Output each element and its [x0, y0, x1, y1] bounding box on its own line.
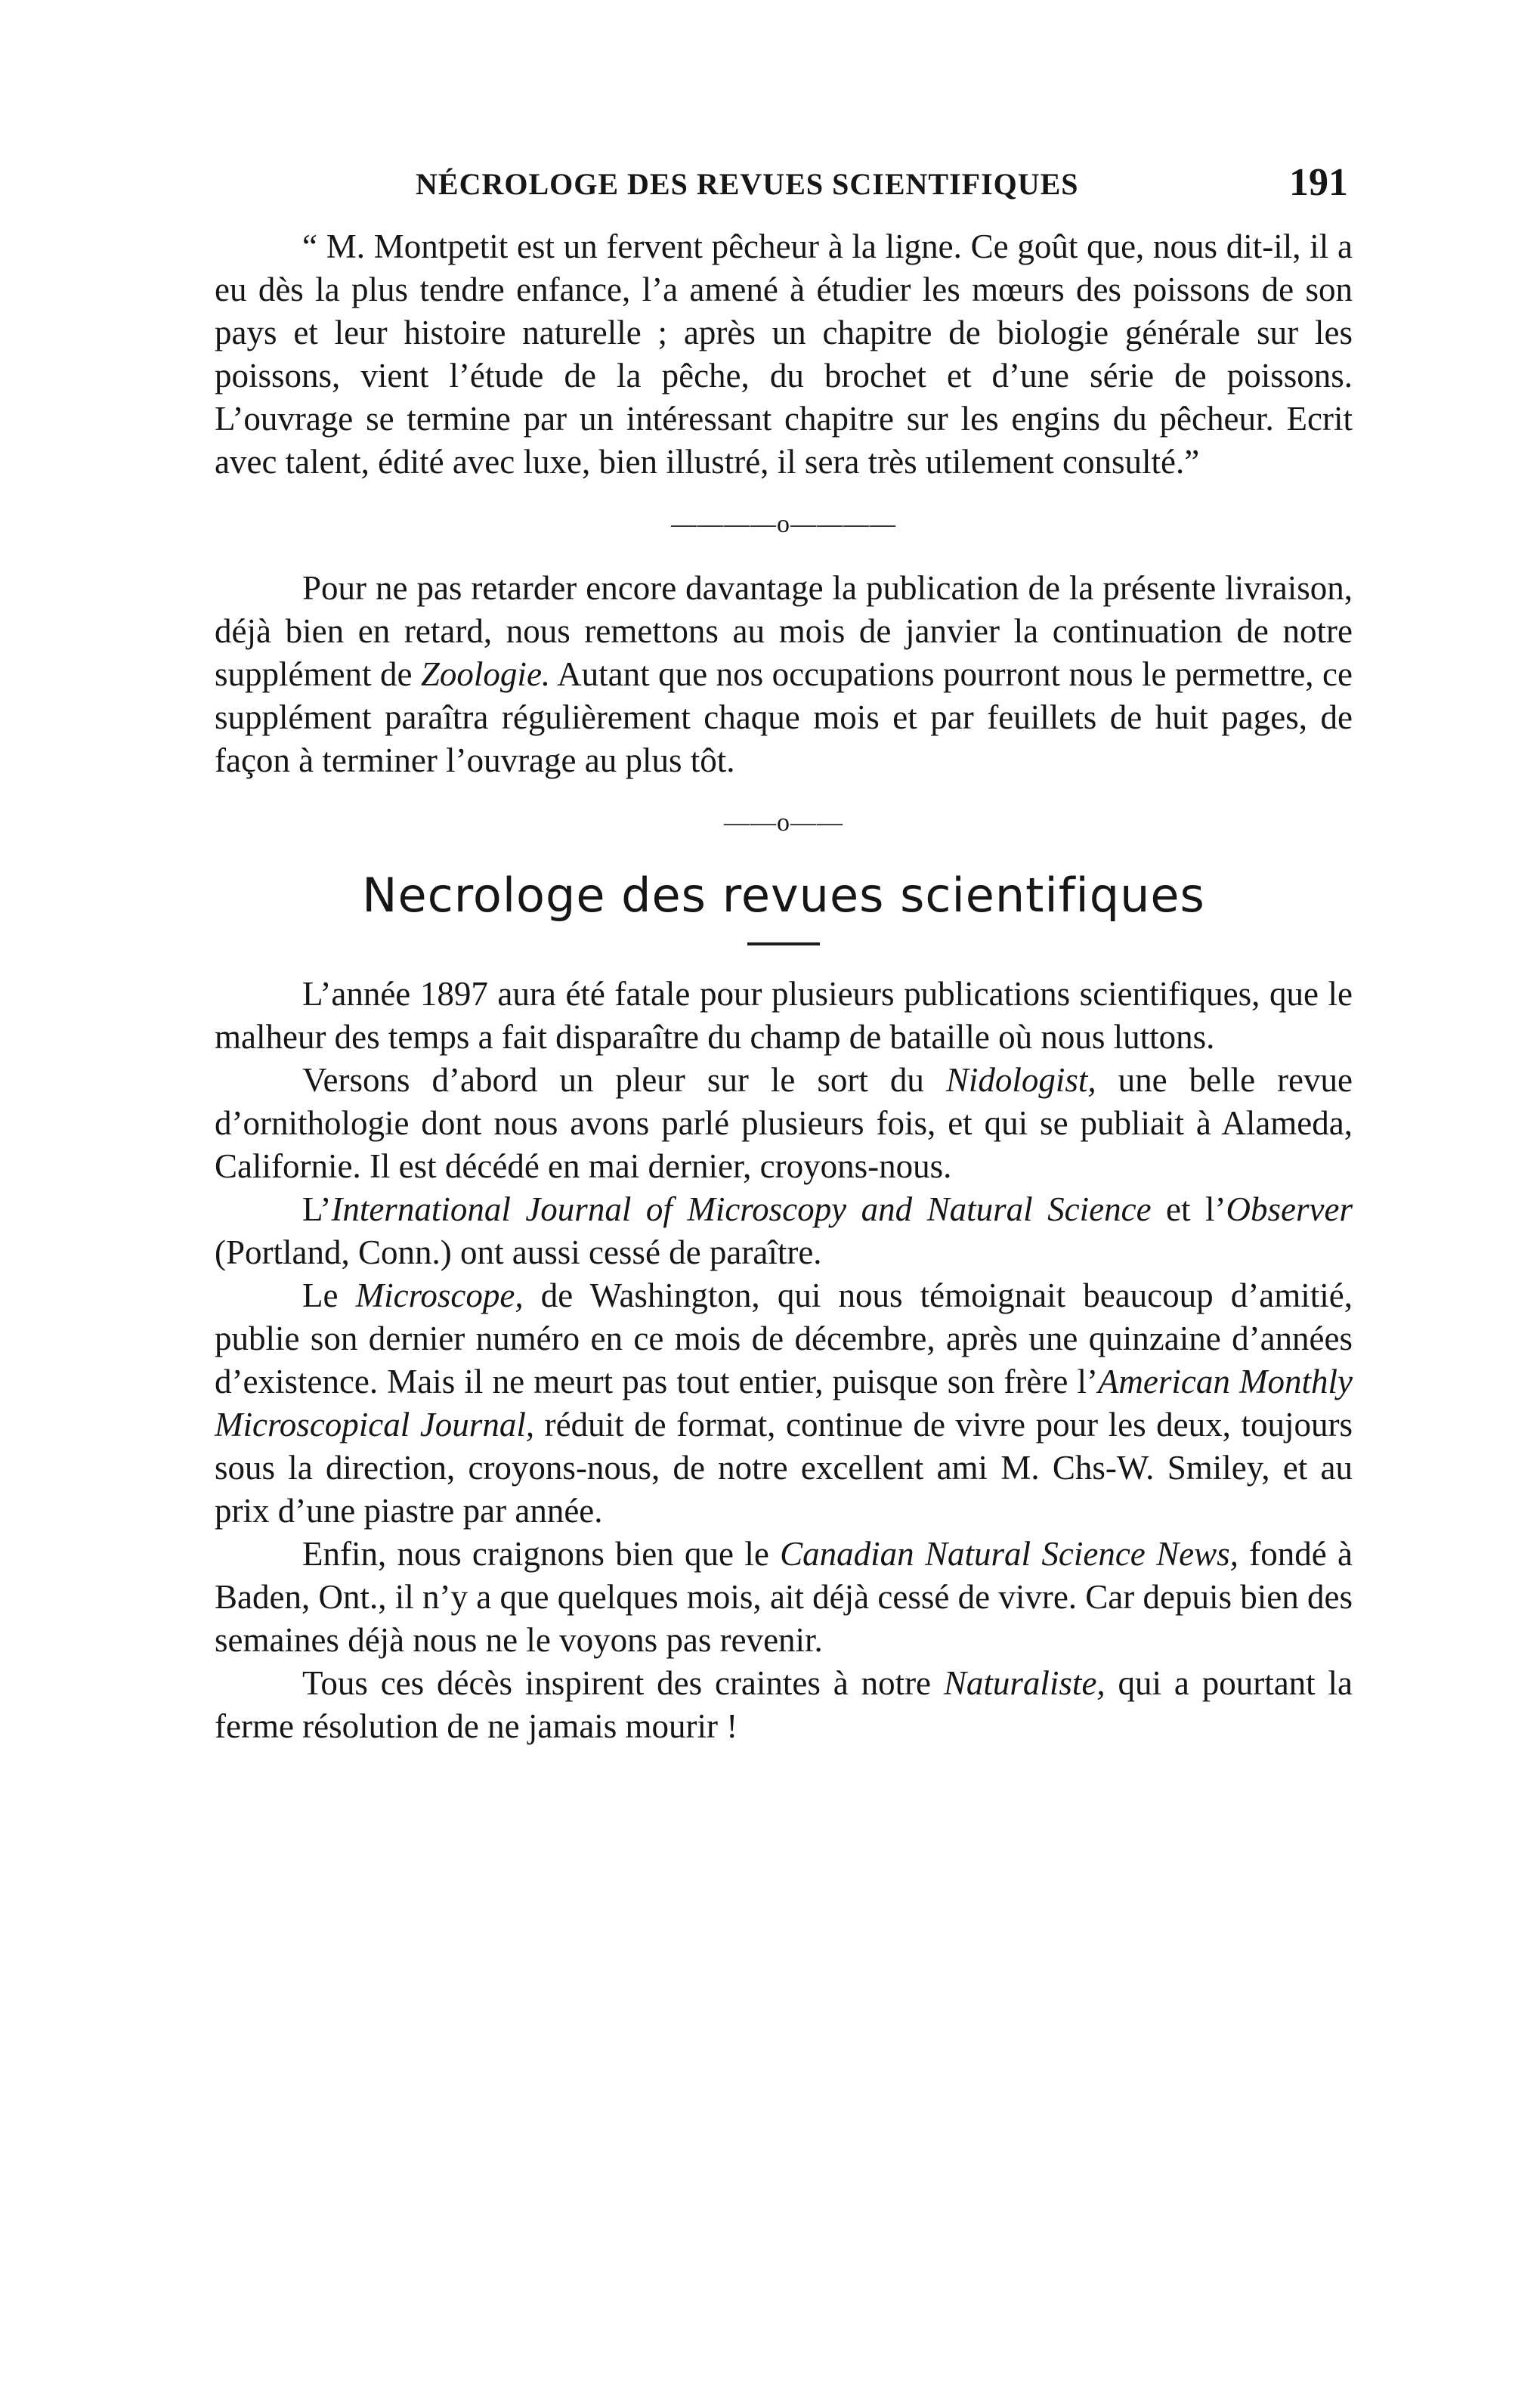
section-title: Necrologe des revues scientifiques: [362, 868, 1205, 923]
p4-italic-1: Microscope,: [355, 1276, 524, 1314]
p5-text-a: Enfin, nous craignons bien que le: [302, 1535, 781, 1573]
separator-1: ————o————: [671, 510, 896, 538]
p4-text-a: Le: [302, 1276, 356, 1314]
section-paragraph-3: [215, 1188, 1353, 1274]
section-paragraph-2: [215, 1059, 1353, 1188]
p6-text-b: qui a pourtant la ferme résolution de ne jamais mourir !: [215, 1664, 1353, 1745]
notice-paragraph: [215, 567, 1353, 782]
p5-italic-1: Canadian Natural Science News,: [780, 1535, 1238, 1573]
section-paragraph-1: L’année 1897 aura été fatale pour plusieurs publications scientifiques, que le malheur des temps a fait disparaître du champ de bataille où nous luttons.: [215, 975, 1353, 1056]
section-paragraph-5: [215, 1533, 1353, 1662]
p4-text-c: réduit de format, continue de vivre pour les deux, toujours sous la direction, croyons-nous, de notre excellent ami M. Chs-W. Smiley, et au prix d’une piastre par année.: [215, 1406, 1353, 1530]
page-number: 191: [1289, 161, 1348, 204]
p6-italic-1: Naturaliste,: [943, 1664, 1106, 1702]
p3-italic-1: International Journal of Microscopy and Natural Science: [331, 1190, 1152, 1228]
notice-text-end: Autant que nos occupations pourront nous le permettre, ce supplément paraîtra régulièrement chaque mois et par feuillets de huit pages, de façon à terminer l’ouvrage au plus tôt.: [215, 655, 1353, 779]
p3-text-b: et l’: [1151, 1190, 1226, 1228]
title-rule: [747, 942, 820, 945]
p5-text-b: fondé à Baden, Ont., il n’y a que quelques mois, ait déjà cessé de vivre. Car depuis bien des semaines déjà nous ne le voyons pas revenir.: [215, 1535, 1353, 1659]
p2-italic-1: Nidologist,: [945, 1061, 1096, 1099]
p4-italic-2: American Monthly Microscopical Journal,: [215, 1363, 1353, 1444]
p3-text-c: (Portland, Conn.) ont aussi cessé de paraître.: [215, 1233, 822, 1271]
p4-text-b: de Washington, qui nous témoignait beaucoup d’amitié, publie son dernier numéro en ce mois de décembre, après une quinzaine d’années d’existence. Mais il ne meurt pas tout entier, puisque son frère l’: [215, 1276, 1353, 1400]
separator-2: ——o——: [724, 809, 843, 837]
p6-text-a: Tous ces décès inspirent des craintes à notre: [302, 1664, 944, 1702]
p2-text-b: une belle revue d’ornithologie dont nous avons parlé plusieurs fois, et qui se publiait à Alameda, Californie. Il est décédé en mai dernier, croyons-nous.: [215, 1061, 1353, 1185]
section-paragraph-6: [215, 1662, 1353, 1748]
quote-paragraph: “ M. Montpetit est un fervent pêcheur à la ligne. Ce goût que, nous dit-il, il a eu dès la plus tendre enfance, l’a amené à étudier les mœurs des poissons de son pays et leur histoire naturelle ; après un chapitre de biologie générale sur les poissons, vient l’étude de la pêche, du brochet et d’une série de poissons. L’ouvrage se termine par un intéressant chapitre sur les engins du pêcheur. Ecrit avec talent, édité avec luxe, bien illustré, il sera très utilement consulté.”: [215, 227, 1353, 481]
section-paragraph-4: [215, 1274, 1353, 1533]
page: [215, 159, 1353, 1748]
notice-italic: Zoologie.: [420, 655, 551, 693]
running-head: [215, 159, 1353, 209]
notice-text: Pour ne pas retarder encore davantage la publication de la présente livraison, déjà bien en retard, nous remettons au mois de janvier la continuation de notre supplément de: [215, 569, 1353, 693]
p3-text-a: L’: [302, 1190, 332, 1228]
running-title: NÉCROLOGE DES REVUES SCIENTIFIQUES: [416, 167, 1079, 201]
p3-italic-2: Observer: [1226, 1190, 1353, 1228]
p2-text-a: Versons d’abord un pleur sur le sort du: [302, 1061, 946, 1099]
